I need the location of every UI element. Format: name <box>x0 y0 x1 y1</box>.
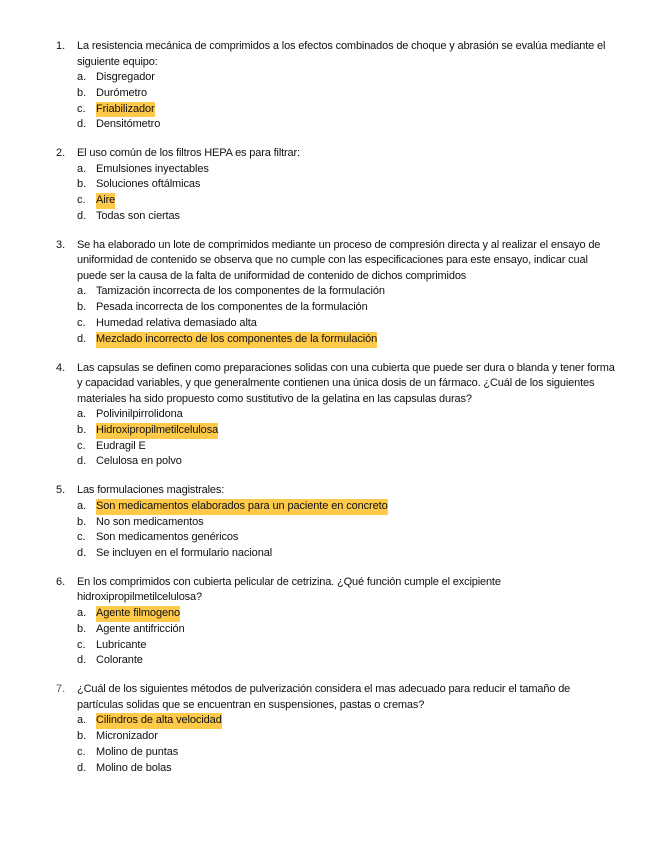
option-text: Celulosa en polvo <box>96 455 182 468</box>
option-text: No son medicamentos <box>96 515 204 528</box>
option-text: Colorante <box>96 654 143 667</box>
question-text: Se ha elaborado un lote de comprimidos mediante un proceso de compresión directa y al realizar el ensayo de uniformidad de contenido se observa que no cumple con las especificaciones para este ensayo, indicar cual puede ser la causa de la falta de uniformidad de contenido de dichos comprimidos <box>77 238 601 282</box>
option-letter: c. <box>77 316 86 329</box>
option-letter: c. <box>77 745 86 758</box>
option-letter: a. <box>77 162 87 175</box>
option-list <box>56 284 616 347</box>
option-d <box>77 117 616 133</box>
question-7 <box>56 682 616 776</box>
option-letter: b. <box>77 178 87 191</box>
question-text: En los comprimidos con cubierta pelicular de cetrizina. ¿Qué función cumple el excipiente hidroxipropilmetilcelulosa? <box>77 575 501 604</box>
option-letter: a. <box>77 408 87 421</box>
question-number: 5. <box>56 484 66 497</box>
option-list <box>56 162 616 225</box>
option-letter: a. <box>77 499 87 512</box>
option-text: Humedad relativa demasiado alta <box>96 316 257 329</box>
option-letter: c. <box>77 531 86 544</box>
option-text: Polivinilpirrolidona <box>96 408 183 421</box>
option-c <box>77 530 616 546</box>
option-text: Micronizador <box>96 729 158 742</box>
option-text: Durómetro <box>96 86 148 99</box>
option-a <box>77 162 616 178</box>
option-list <box>56 606 616 669</box>
option-letter: c. <box>77 439 86 452</box>
option-letter: a. <box>77 285 87 298</box>
option-text: Lubricante <box>96 638 147 651</box>
question-6 <box>56 575 616 669</box>
question-number: 7. <box>56 683 66 696</box>
option-b <box>77 423 616 439</box>
option-a <box>77 284 616 300</box>
option-text: Todas son ciertas <box>96 210 180 223</box>
option-b <box>77 300 616 316</box>
option-letter: d. <box>77 654 87 667</box>
option-text: Molino de bolas <box>96 761 172 774</box>
option-letter: c. <box>77 194 86 207</box>
option-c <box>77 102 616 118</box>
question-text: Las capsulas se definen como preparaciones solidas con una cubierta que puede ser dura o blanda y tener forma y capacidad variables, y que generalmente contienen una única dosis de un fármaco. ¿Cuál de los siguientes materiales ha sido propuesto como sustitutivo de la gelatina en las capsulas duras? <box>77 361 615 405</box>
option-b <box>77 622 616 638</box>
option-letter: a. <box>77 606 87 619</box>
option-a <box>77 70 616 86</box>
question-text: ¿Cuál de los siguientes métodos de pulverización considera el mas adecuado para reducir el tamaño de partículas solidas que se encuentran en suspensiones, pastas o cremas? <box>77 683 571 711</box>
option-text-highlighted: Hidroxipropilmetilcelulosa <box>96 423 218 439</box>
option-letter: d. <box>77 455 87 468</box>
option-letter: d. <box>77 332 87 345</box>
option-text-highlighted: Aire <box>96 193 115 209</box>
option-list <box>56 407 616 470</box>
question-number: 2. <box>56 147 66 160</box>
question-4 <box>56 361 616 471</box>
option-d <box>77 332 616 348</box>
option-c <box>77 745 616 761</box>
option-list <box>56 499 616 562</box>
option-a <box>77 713 616 729</box>
option-letter: d. <box>77 210 87 223</box>
option-c <box>77 193 616 209</box>
option-letter: c. <box>77 638 86 651</box>
question-3 <box>56 238 616 348</box>
option-d <box>77 209 616 225</box>
option-c <box>77 316 616 332</box>
option-a <box>77 407 616 423</box>
option-letter: a. <box>77 71 87 83</box>
option-c <box>77 439 616 455</box>
option-letter: b. <box>77 86 87 99</box>
option-d <box>77 761 616 777</box>
question-1 <box>56 39 616 133</box>
question-text: La resistencia mecánica de comprimidos a los efectos combinados de choque y abrasión se evalúa mediante el siguiente equipo: <box>77 40 606 68</box>
top-margin <box>0 0 655 39</box>
option-text-highlighted: Agente filmogeno <box>96 606 180 622</box>
option-letter: b. <box>77 622 87 635</box>
question-text: El uso común de los filtros HEPA es para filtrar: <box>77 147 300 160</box>
question-number: 1. <box>56 40 66 52</box>
option-b <box>77 729 616 745</box>
option-text: Disgregador <box>96 71 155 83</box>
option-text: Eudragil E <box>96 439 146 452</box>
option-text-highlighted: Cilindros de alta velocidad <box>96 713 222 729</box>
option-d <box>77 546 616 562</box>
option-letter: b. <box>77 515 87 528</box>
question-number: 3. <box>56 238 66 251</box>
option-text-highlighted: Son medicamentos elaborados para un paciente en concreto <box>96 499 388 515</box>
option-text: Agente antifricción <box>96 622 185 635</box>
option-text: Soluciones oftálmicas <box>96 178 201 191</box>
option-b <box>77 86 616 102</box>
option-letter: b. <box>77 423 87 436</box>
question-number: 4. <box>56 361 66 374</box>
option-b <box>77 515 616 531</box>
option-letter: b. <box>77 301 87 314</box>
question-number: 6. <box>56 575 66 588</box>
option-d <box>77 653 616 669</box>
option-text: Emulsiones inyectables <box>96 162 209 175</box>
option-text-highlighted: Friabilizador <box>96 102 155 118</box>
option-text-highlighted: Mezclado incorrecto de los componentes de la formulación <box>96 332 377 348</box>
question-5 <box>56 483 616 562</box>
option-list <box>56 713 616 776</box>
option-d <box>77 454 616 470</box>
option-b <box>77 177 616 193</box>
option-text: Se incluyen en el formulario nacional <box>96 547 273 560</box>
option-letter: b. <box>77 729 87 742</box>
option-c <box>77 638 616 654</box>
option-list <box>56 70 616 133</box>
option-letter: a. <box>77 714 87 727</box>
option-letter: c. <box>77 102 86 115</box>
option-text: Pesada incorrecta de los componentes de la formulación <box>96 301 368 314</box>
option-text: Tamización incorrecta de los componentes de la formulación <box>96 285 385 298</box>
option-letter: d. <box>77 547 87 560</box>
option-letter: d. <box>77 118 87 131</box>
option-a <box>77 499 616 515</box>
option-a <box>77 606 616 622</box>
option-text: Son medicamentos genéricos <box>96 531 239 544</box>
option-letter: d. <box>77 761 87 774</box>
question-2 <box>56 146 616 225</box>
question-text: Las formulaciones magistrales: <box>77 484 225 497</box>
option-text: Molino de puntas <box>96 745 179 758</box>
option-text: Densitómetro <box>96 118 161 131</box>
